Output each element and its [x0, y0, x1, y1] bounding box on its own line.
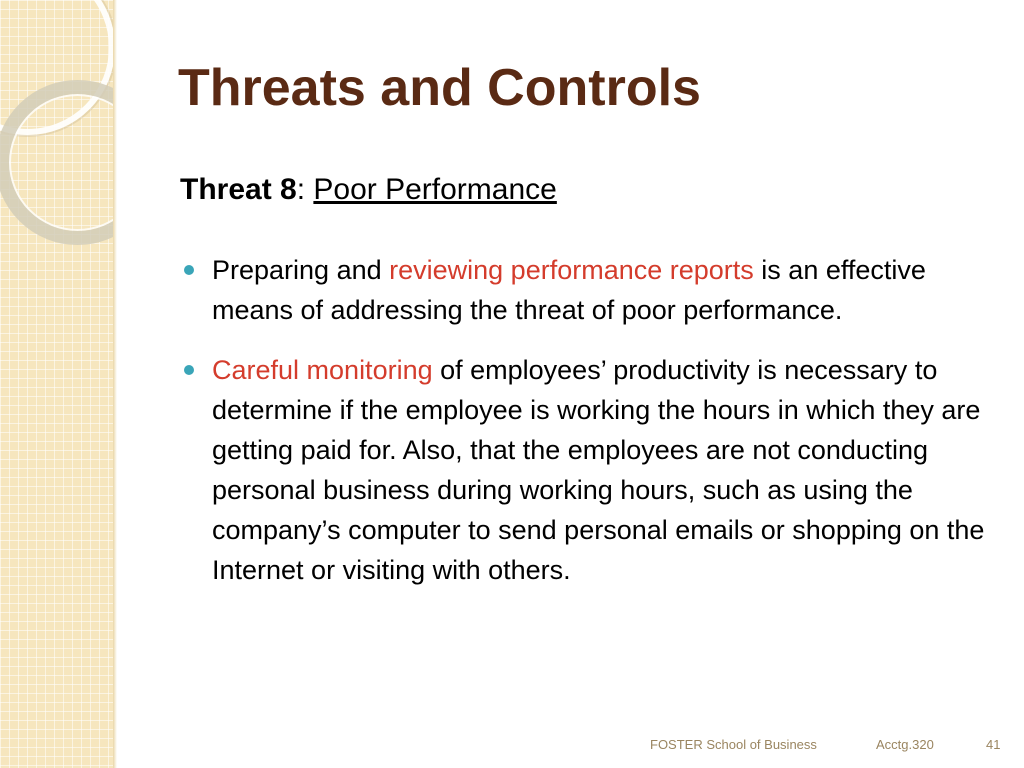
bullet-dot-icon	[184, 265, 194, 275]
decorative-sidebar	[0, 0, 113, 768]
footer-course: Acctg.320	[876, 737, 934, 752]
subtitle-separator: :	[296, 173, 314, 206]
slide-title: Threats and Controls	[178, 59, 701, 117]
threat-label: Threat 8	[180, 173, 297, 206]
slide-number: 41	[986, 737, 1001, 752]
bullet-list	[182, 250, 992, 610]
bullet-highlight: Careful monitoring	[212, 355, 433, 385]
bullet-text-post: is an effective means of addressing the threat of poor performance.	[212, 255, 926, 325]
bullet-item	[182, 350, 992, 590]
sidebar-edge	[113, 0, 117, 768]
decorative-ring	[0, 80, 113, 245]
bullet-dot-icon	[184, 365, 194, 375]
threat-topic: Poor Performance	[313, 173, 557, 206]
bullet-text-pre: Preparing and	[212, 255, 390, 285]
bullet-text-post: of employees’ productivity is necessary to determine if the employee is working the hours in which they are getting paid for. Also, that the employees are not conducting personal business during working hours, such as using the company’s computer to send personal emails or shopping on the Internet or visiting with others.	[212, 355, 985, 585]
slide-subtitle	[180, 172, 557, 208]
footer-school: FOSTER School of Business	[650, 737, 817, 752]
bullet-item	[182, 250, 992, 330]
bullet-highlight: reviewing performance reports	[389, 255, 754, 285]
